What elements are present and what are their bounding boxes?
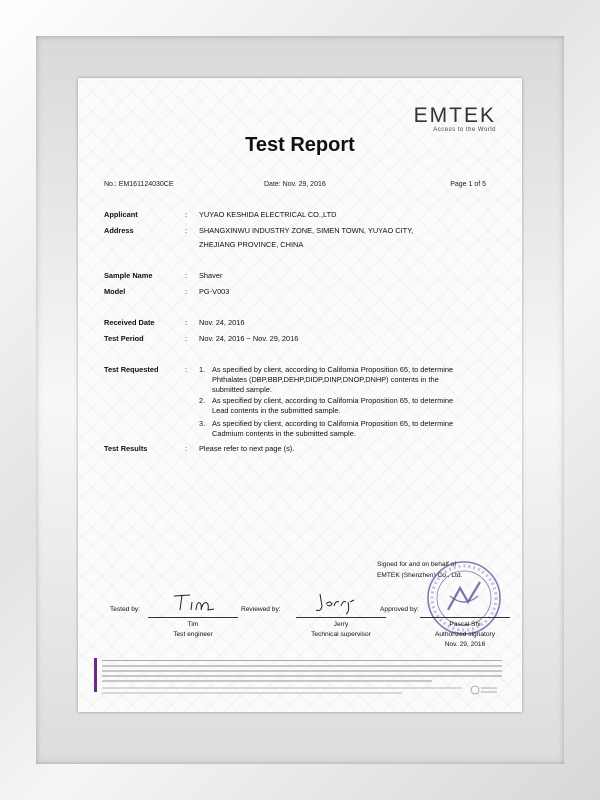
test-period-value: Nov. 24, 2016 ~ Nov. 29, 2016 [199,334,299,343]
sample-name-value: Shaver [199,271,223,280]
tested-signature-line [148,617,238,618]
test-period-label: Test Period [104,334,144,343]
tested-name: Tim [187,621,199,628]
colon: : [185,210,188,219]
request-line: As specified by client, according to California Proposition 65, to determine [212,365,454,374]
request-item-3 [212,419,502,439]
sample-name-label: Sample Name [104,271,153,280]
approved-date: Nov. 29, 2016 [444,641,486,648]
test-results-label: Test Results [104,444,148,453]
colon: : [185,365,188,374]
logo-tagline: Access to the World [433,127,496,133]
applicant-label: Applicant [104,210,138,219]
approved-by-label: Approved by: [380,606,419,613]
colon: : [185,318,188,327]
reviewed-role: Technical supervisor [311,631,371,638]
received-date-value: Nov. 24, 2016 [199,318,245,327]
address-label: Address [104,226,134,235]
request-item-number: 2. [199,396,206,405]
applicant-value: YUYAO KESHIDA ELECTRICAL CO.,LTD [199,210,337,219]
reviewed-name: Jerry [333,621,349,628]
tested-role: Test engineer [173,631,213,638]
colon: : [185,226,188,235]
test-requested-label: Test Requested [104,365,159,374]
footer-divider [102,660,502,661]
tested-by-label: Tested by: [110,606,141,613]
signed-for-line-2: EMTEK (Shenzhen) Co., Ltd. [377,572,463,579]
request-line: Cadmium contents in the submitted sample. [212,429,356,438]
request-line: submitted sample. [212,385,272,394]
test-report-document [78,78,522,712]
request-line: As specified by client, according to California Proposition 65, to determine [212,396,454,405]
footer-fine-print [102,663,502,695]
approved-name: Pascal Shi [449,621,481,628]
accent-bar [94,658,97,692]
request-line: Phthalates (DBP,BBP,DEHP,DIDP,DINP,DNOP,DNHP) contents in the [212,375,439,384]
report-number: No.: EM161124030CE [104,181,174,188]
approved-role: Authorized signatory [434,631,496,638]
page-indicator: Page 1 of 5 [450,181,486,188]
colon: : [185,334,188,343]
report-date: Date: Nov. 29, 2016 [264,181,326,188]
request-line: Lead contents in the submitted sample. [212,406,341,415]
model-value: PG-V003 [199,287,230,296]
request-item-number: 1. [199,365,206,374]
emtek-logo: EMTEK [413,104,496,127]
request-line: As specified by client, according to California Proposition 65, to determine [212,419,454,428]
address-line-2: ZHEJIANG PROVINCE, CHINA [199,240,304,249]
signed-for-line-1: Signed for and on behalf of [377,561,457,568]
tim-signature-icon [170,590,218,614]
colon: : [185,444,188,453]
colon: : [185,287,188,296]
colon: : [185,271,188,280]
request-item-2 [212,396,502,416]
hotline-icon [470,684,498,696]
request-item-1 [212,365,502,395]
jerry-signature-icon [310,590,364,616]
received-date-label: Received Date [104,318,155,327]
model-label: Model [104,287,126,296]
document-title: Test Report [245,134,355,156]
reviewed-signature-line [296,617,386,618]
request-item-number: 3. [199,419,206,428]
test-results-value: Please refer to next page (s). [199,444,295,453]
reviewed-by-label: Reviewed by: [241,606,281,613]
approved-signature-line [420,617,510,618]
address-line-1: SHANGXINWU INDUSTRY ZONE, SIMEN TOWN, YUYAO CITY, [199,226,414,235]
